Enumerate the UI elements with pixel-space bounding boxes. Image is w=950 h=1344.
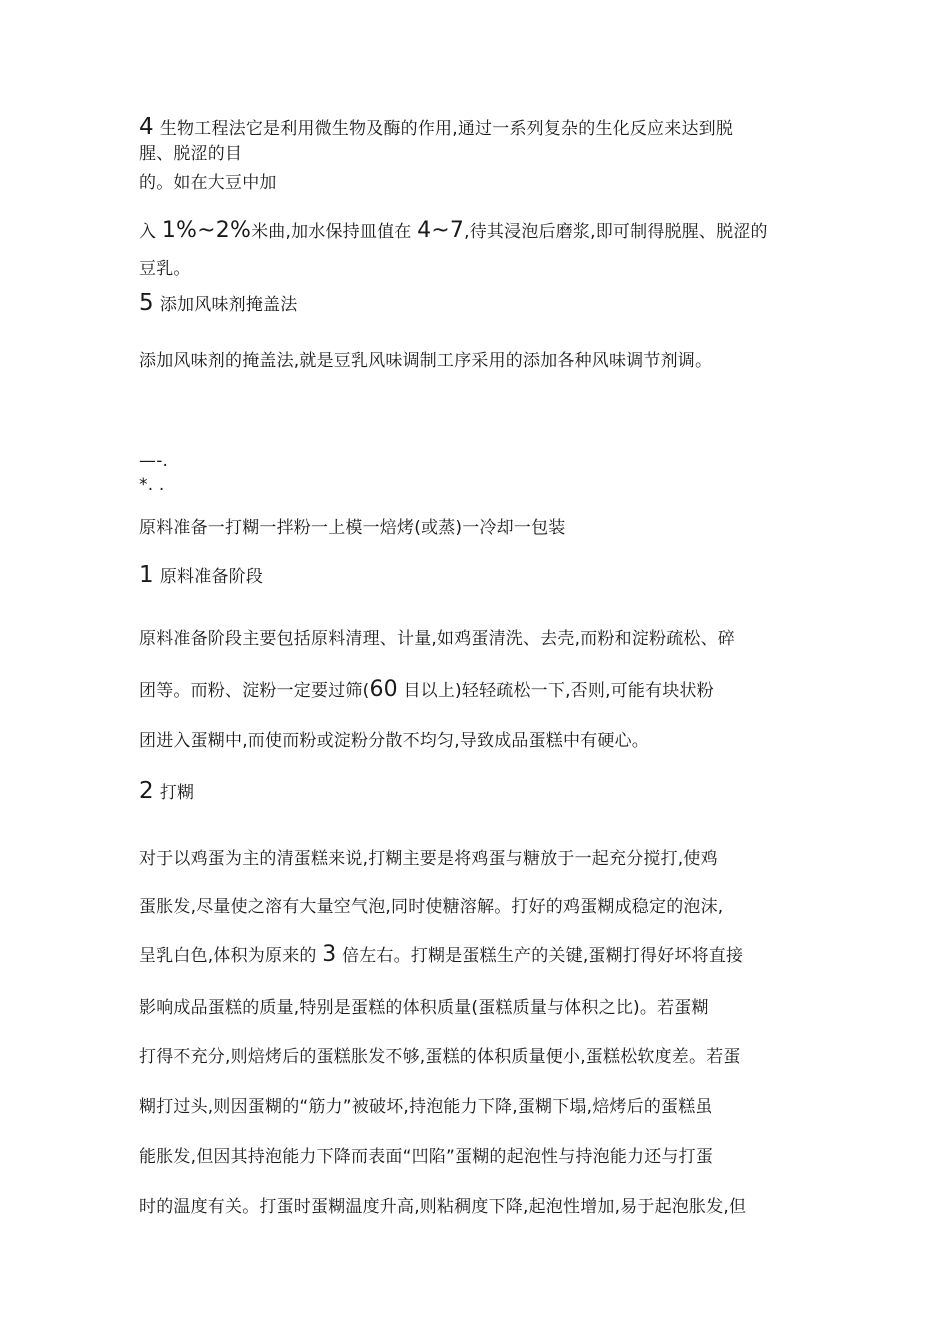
paragraph-line: 影响成品蛋糕的质量,特别是蛋糕的体积质量(蛋糕质量与体积之比)。若蛋糊 <box>139 998 709 1018</box>
separator-mark: *. . <box>139 475 165 495</box>
section-4-heading <box>139 116 733 140</box>
text-run: 入 <box>139 222 162 242</box>
paragraph-line: 打得不充分,则焙烤后的蛋糕胀发不够,蛋糕的体积质量便小,蛋糕松软度差。若蛋 <box>139 1047 741 1067</box>
section-number: 4 <box>139 114 154 140</box>
step-number: 2 <box>139 778 154 804</box>
step-1-heading <box>139 564 263 588</box>
paragraph-line: 的。如在大豆中加 <box>139 173 277 193</box>
paragraph-line <box>139 679 714 702</box>
process-flow: 原料准备一打糊一拌粉一上模一焙烤(或蒸)一冷却一包装 <box>139 518 566 538</box>
step-number: 1 <box>139 562 154 588</box>
text-run: 倍左右。打糊是蛋糕生产的关键,蛋糊打得好坏将直接 <box>336 946 744 966</box>
paragraph-line: 对于以鸡蛋为主的清蛋糕来说,打糊主要是将鸡蛋与糖放于一起充分搅打,使鸡 <box>139 849 718 869</box>
text-run: 团等。而粉、淀粉一定要过筛( <box>139 681 370 701</box>
step-title: 打糊 <box>159 783 195 803</box>
paragraph-line: 原料准备阶段主要包括原料清理、计量,如鸡蛋清洗、去壳,而粉和淀粉疏松、碎 <box>139 629 736 649</box>
text-run: 米曲,加水保持皿值在 <box>251 222 418 242</box>
percent-range: 1%~2% <box>161 218 252 243</box>
text-run: ,待其浸泡后磨浆,即可制得脱腥、脱涩的 <box>464 222 768 242</box>
text-run: 目以上)轻轻疏松一下,否则,可能有块状粉 <box>397 681 714 701</box>
section-title: 添加风味剂掩盖法 <box>159 295 298 315</box>
value-range: 4~7 <box>417 218 465 243</box>
paragraph-line: 蛋胀发,尽量使之溶有大量空气泡,同时使糖溶解。打好的鸡蛋糊成稳定的泡沫, <box>139 897 724 917</box>
paragraph-line: 能胀发,但因其持泡能力下降而表面“凹陷”蛋糊的起泡性与持泡能力还与打蛋 <box>139 1147 714 1167</box>
paragraph-line: 腥、脱涩的目 <box>139 144 243 164</box>
paragraph-line: 时的温度有关。打蛋时蛋糊温度升高,则粘稠度下降,起泡性增加,易于起泡胀发,但 <box>139 1197 747 1217</box>
separator-mark: —-. <box>139 451 169 471</box>
paragraph-line: 添加风味剂的掩盖法,就是豆乳风味调制工序采用的添加各种风味调节剂调。 <box>139 351 713 371</box>
paragraph-line <box>139 220 768 243</box>
paragraph-line: 团进入蛋糊中,而使而粉或淀粉分散不均匀,导致成品蛋糕中有硬心。 <box>139 731 650 751</box>
multiplier-value: 3 <box>322 942 337 967</box>
step-title: 原料准备阶段 <box>159 567 264 587</box>
paragraph-line: 豆乳。 <box>139 259 191 279</box>
text-run: 呈乳白色,体积为原来的 <box>139 946 323 966</box>
paragraph-line: 糊打过头,则因蛋糊的“筋力”被破坏,持泡能力下降,蛋糊下塌,焙烤后的蛋糕虽 <box>139 1097 713 1117</box>
section-number: 5 <box>139 290 154 316</box>
step-2-heading <box>139 780 194 804</box>
paragraph-line <box>139 944 743 967</box>
mesh-value: 60 <box>369 677 398 702</box>
section-title: 生物工程法它是利用微生物及酶的作用,通过一系列复杂的生化反应来达到脱 <box>159 119 734 139</box>
section-5-heading <box>139 292 297 316</box>
